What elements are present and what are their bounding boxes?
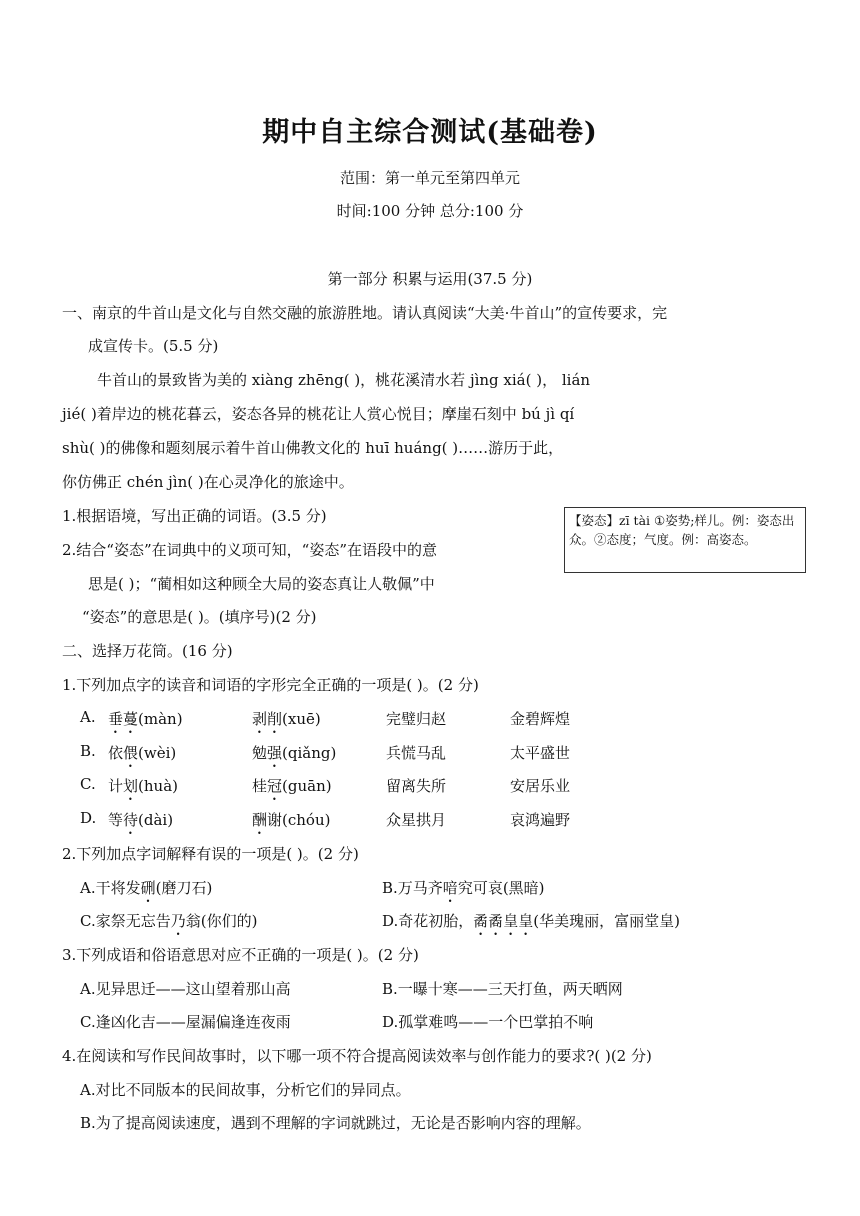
option-cell: 太平盛世 — [510, 744, 571, 762]
option-cell: 垂蔓(màn) — [108, 710, 183, 728]
q1-stem-line1: 一、南京的牛首山是文化与自然交融的旅游胜地。请认真阅读“大美·牛首山”的宣传要求，完 — [62, 304, 668, 322]
q2-item4-stem: 4.在阅读和写作民间故事时，以下哪一项不符合提高阅读效率与创作能力的要求?( )(2 分) — [62, 1047, 652, 1065]
q2-item4-option-b: B.为了提高阅读速度，遇到不理解的字词就跳过，无论是否影响内容的理解。 — [80, 1114, 591, 1132]
page-title: 期中自主综合测试(基础卷) — [262, 117, 598, 148]
q1-sub2-line1: 2.结合“姿态”在词典中的义项可知，“姿态”在语段中的意 — [62, 541, 437, 559]
option-label: B. — [80, 742, 96, 760]
q1-passage-line4: 你仿佛正 chén jìn( )在心灵净化的旅途中。 — [62, 473, 354, 491]
q2-item3-option-c: C.逢凶化吉——屋漏偏逢连夜雨 — [80, 1013, 291, 1031]
option-cell: 留离失所 — [386, 777, 447, 795]
q1-sub1: 1.根据语境，写出正确的词语。(3.5 分) — [62, 507, 327, 525]
option-label: C. — [80, 775, 96, 793]
q2-item2-option-b: B.万马齐喑究可哀(黑暗) — [382, 879, 545, 897]
option-cell: 依偎(wèi) — [108, 744, 177, 762]
dictionary-entry-box: 【姿态】zī tài ①姿势;样儿。例：姿态出众。②态度；气度。例：高姿态。 — [564, 507, 806, 573]
option-cell: 等待(dài) — [108, 811, 174, 829]
exam-time-score: 时间:100 分钟 总分:100 分 — [336, 202, 524, 220]
q2-item2-option-c: C.家祭无忘告乃翁(你们的) — [80, 912, 258, 930]
q2-item4-option-a: A.对比不同版本的民间故事，分析它们的异同点。 — [80, 1081, 411, 1099]
q2-item3-option-d: D.孤掌难鸣——一个巴掌拍不响 — [382, 1013, 594, 1031]
q2-item3-option-b: B.一曝十寒——三天打鱼，两天晒网 — [382, 980, 623, 998]
q1-sub2-line2: 思是( )；“蔺相如这种顾全大局的姿态真让人敬佩”中 — [88, 575, 435, 593]
option-cell: 桂冠(guān) — [252, 777, 332, 795]
option-cell: 酬谢(chóu) — [252, 811, 331, 829]
option-cell: 剥削(xuē) — [252, 710, 321, 728]
q2-heading: 二、选择万花筒。(16 分) — [62, 642, 233, 660]
q2-item3-option-a: A.见异思迁——这山望着那山高 — [80, 980, 291, 998]
option-cell: 众星拱月 — [386, 811, 447, 829]
option-cell: 哀鸿遍野 — [510, 811, 571, 829]
q1-passage-line1: 牛首山的景致皆为美的 xiàng zhēng( )，桃花溪清水若 jìng xiá( )， lián — [97, 371, 591, 389]
q1-passage-line3: shù( )的佛像和题刻展示着牛首山佛教文化的 huī huáng( )……游历于此， — [62, 439, 564, 457]
option-cell: 兵慌马乱 — [386, 744, 447, 762]
q1-stem-line2: 成宣传卡。(5.5 分) — [88, 337, 219, 355]
q1-sub2-line3: “姿态”的意思是( )。(填序号)(2 分) — [82, 608, 317, 626]
part1-heading: 第一部分 积累与运用(37.5 分) — [327, 270, 533, 288]
q1-passage-line2: jié( )着岸边的桃花暮云，姿态各异的桃花让人赏心悦目；摩崖石刻中 bú jì qí — [62, 405, 575, 423]
option-cell: 勉强(qiǎng) — [252, 744, 337, 762]
option-cell: 完璧归赵 — [386, 710, 447, 728]
q2-item1-stem: 1.下列加点字的读音和词语的字形完全正确的一项是( )。(2 分) — [62, 676, 479, 694]
option-cell: 金碧辉煌 — [510, 710, 571, 728]
exam-scope: 范围：第一单元至第四单元 — [339, 169, 520, 187]
option-label: D. — [80, 809, 97, 827]
option-cell: 安居乐业 — [510, 777, 571, 795]
option-label: A. — [80, 708, 96, 726]
q2-item2-option-a: A.干将发硎(磨刀石) — [80, 879, 213, 897]
option-cell: 计划(huà) — [108, 777, 178, 795]
q2-item2-option-d: D.奇花初胎，矞矞皇皇(华美瑰丽，富丽堂皇) — [382, 912, 680, 930]
q2-item3-stem: 3.下列成语和俗语意思对应不正确的一项是( )。(2 分) — [62, 946, 419, 964]
q2-item2-stem: 2.下列加点字词解释有误的一项是( )。(2 分) — [62, 845, 359, 863]
